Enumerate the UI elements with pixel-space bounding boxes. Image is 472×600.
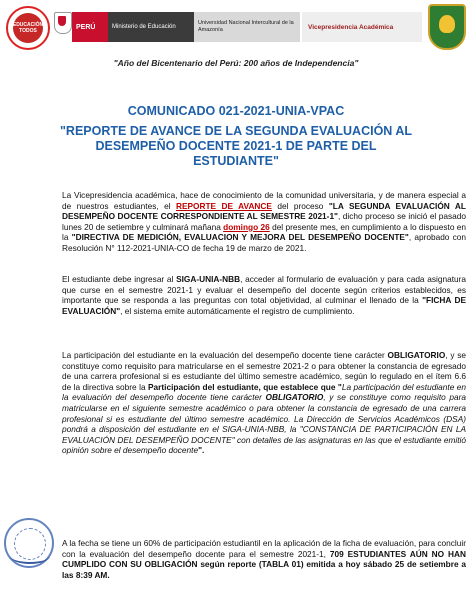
- paragraph-instructions: [62, 274, 466, 316]
- p1-text-g: del presente mes, en cumplimiento a lo dispuesto en la: [62, 221, 466, 243]
- p3-obligatory: OBLIGATORIO: [387, 350, 446, 360]
- p4-pending-students: 709 ESTUDIANTES AÚN NO HAN CUMPLIDO CON SU OBLIGACIÓN según reporte (TABLA 01) emitida a hoy sábado 25 de setiembre a las 8:39 AM.: [62, 548, 466, 580]
- p3-quote-b: , y se constituye como requisito para matricularse en el siguiente semestre académico o para obtener la constancia de egresado de una carrera profesional si es estudiante del último semestre académico. La Dirección de Servicios Académicos (DSA) pondrá a disposición del estudiante en el SIGA-UNIA-NBB, la "CONSTANCIA DE PARTICIPACIÓN EN LA EVALUACIÓN DEL DESEMPEÑO DOCENTE" con detalles de las asignaturas en las que el estudiante emitió opinión sobre el desempeño docente: [62, 392, 466, 456]
- p1-text-i: , aprobado con Resolución N° 112-2021-UNIA-CO de fecha 19 de marzo de 2021.: [62, 232, 466, 253]
- paragraph-status: [62, 538, 466, 580]
- p3-quote-close: ".: [198, 445, 205, 456]
- p3-quote-a: La participación del estudiante en la evaluación del desempeño docente tiene carácter: [62, 381, 466, 403]
- paragraph-obligation: [62, 350, 466, 456]
- year-motto: "Año del Bicentenario del Perú: 200 años de Independencia": [113, 58, 359, 68]
- p1-text-a: La Vicepresidencia académica, hace de conocimiento de la comunidad universitaria, y de manera especial a de nuestros estudiantes, el: [62, 190, 466, 211]
- p3-text-c: , y se constituye como requisito para matricularse en el semestre 2021-2 o para obtener la constancia de egresado de una carrera profesional si es estudiante del último semestre académico, según lo regulado en el ítem 6.6 de la directiva sobre la: [62, 350, 467, 392]
- p4-text-a: A la fecha se tiene un 60% de participación estudiantil en la aplicación de la ficha de evaluación, para concluir con la evaluación del desempeño docente para el semestre 2021-1,: [62, 538, 466, 559]
- p1-text-c: del proceso: [271, 200, 329, 211]
- p2-text-a: El estudiante debe ingresar al: [62, 274, 177, 284]
- p2-text-e: , el sistema emite automáticamente el registro de cumplimiento.: [120, 305, 355, 316]
- p1-text-e: , dicho proceso se inició el pasado lunes 20 de setiembre y culminará mañana: [62, 211, 466, 232]
- p2-system-name: SIGA-UNIA-NBB: [176, 274, 241, 284]
- letterhead: [0, 0, 472, 60]
- communique-title: COMUNICADO 021-2021-UNIA-VPAC: [127, 104, 345, 118]
- education-logo-text: EDUCACIÓN TODOS: [13, 13, 43, 43]
- peru-label: PERÚ: [72, 12, 108, 42]
- vicepresidency-label: Vicepresidencia Académica: [302, 12, 422, 42]
- p1-process-name: "LA SEGUNDA EVALUACIÓN AL DESEMPEÑO DOCENTE CORRESPONDIENTE AL SEMESTRE 2021-1": [62, 200, 466, 222]
- signature: [10, 548, 50, 564]
- p3-text-a: La participación del estudiante en la evaluación del desempeño docente tiene carácter: [62, 350, 388, 360]
- p2-text-c: , acceder al formulario de evaluación y para cada asignatura que curse en el semestre 2021-1 y evaluar el desempeño del docente según criterios establecidos, es importante que se responda a las preguntas con total objetividad, al culminar el llenado de la: [62, 274, 466, 306]
- p3-quote-obligatory: OBLIGATORIO: [265, 392, 324, 403]
- p3-participation-heading: Participación del estudiante, que establece que ": [148, 381, 342, 392]
- paragraph-intro: [62, 190, 466, 254]
- communique-subtitle: "REPORTE DE AVANCE DE LA SEGUNDA EVALUACIÓN AL DESEMPEÑO DOCENTE 2021-1 DE PARTE DEL ESTUDIANTE": [60, 124, 413, 168]
- p1-highlight-date: domingo 26: [223, 221, 270, 232]
- university-label: Universidad Nacional Intercultural de la Amazonía: [194, 12, 300, 42]
- p2-form-name: "FICHA DE EVALUACIÓN": [62, 295, 466, 316]
- ministry-label: Ministerio de Educación: [108, 12, 194, 42]
- p1-highlight-report: REPORTE DE AVANCE: [175, 200, 272, 211]
- education-logo: [6, 6, 50, 50]
- university-crest-icon: [428, 4, 466, 50]
- peru-shield-icon: [54, 12, 72, 34]
- p1-directive-name: "DIRECTIVA DE MEDICIÓN, EVALUACION Y MEJORA DEL DESEMPEÑO DOCENTE": [71, 232, 409, 243]
